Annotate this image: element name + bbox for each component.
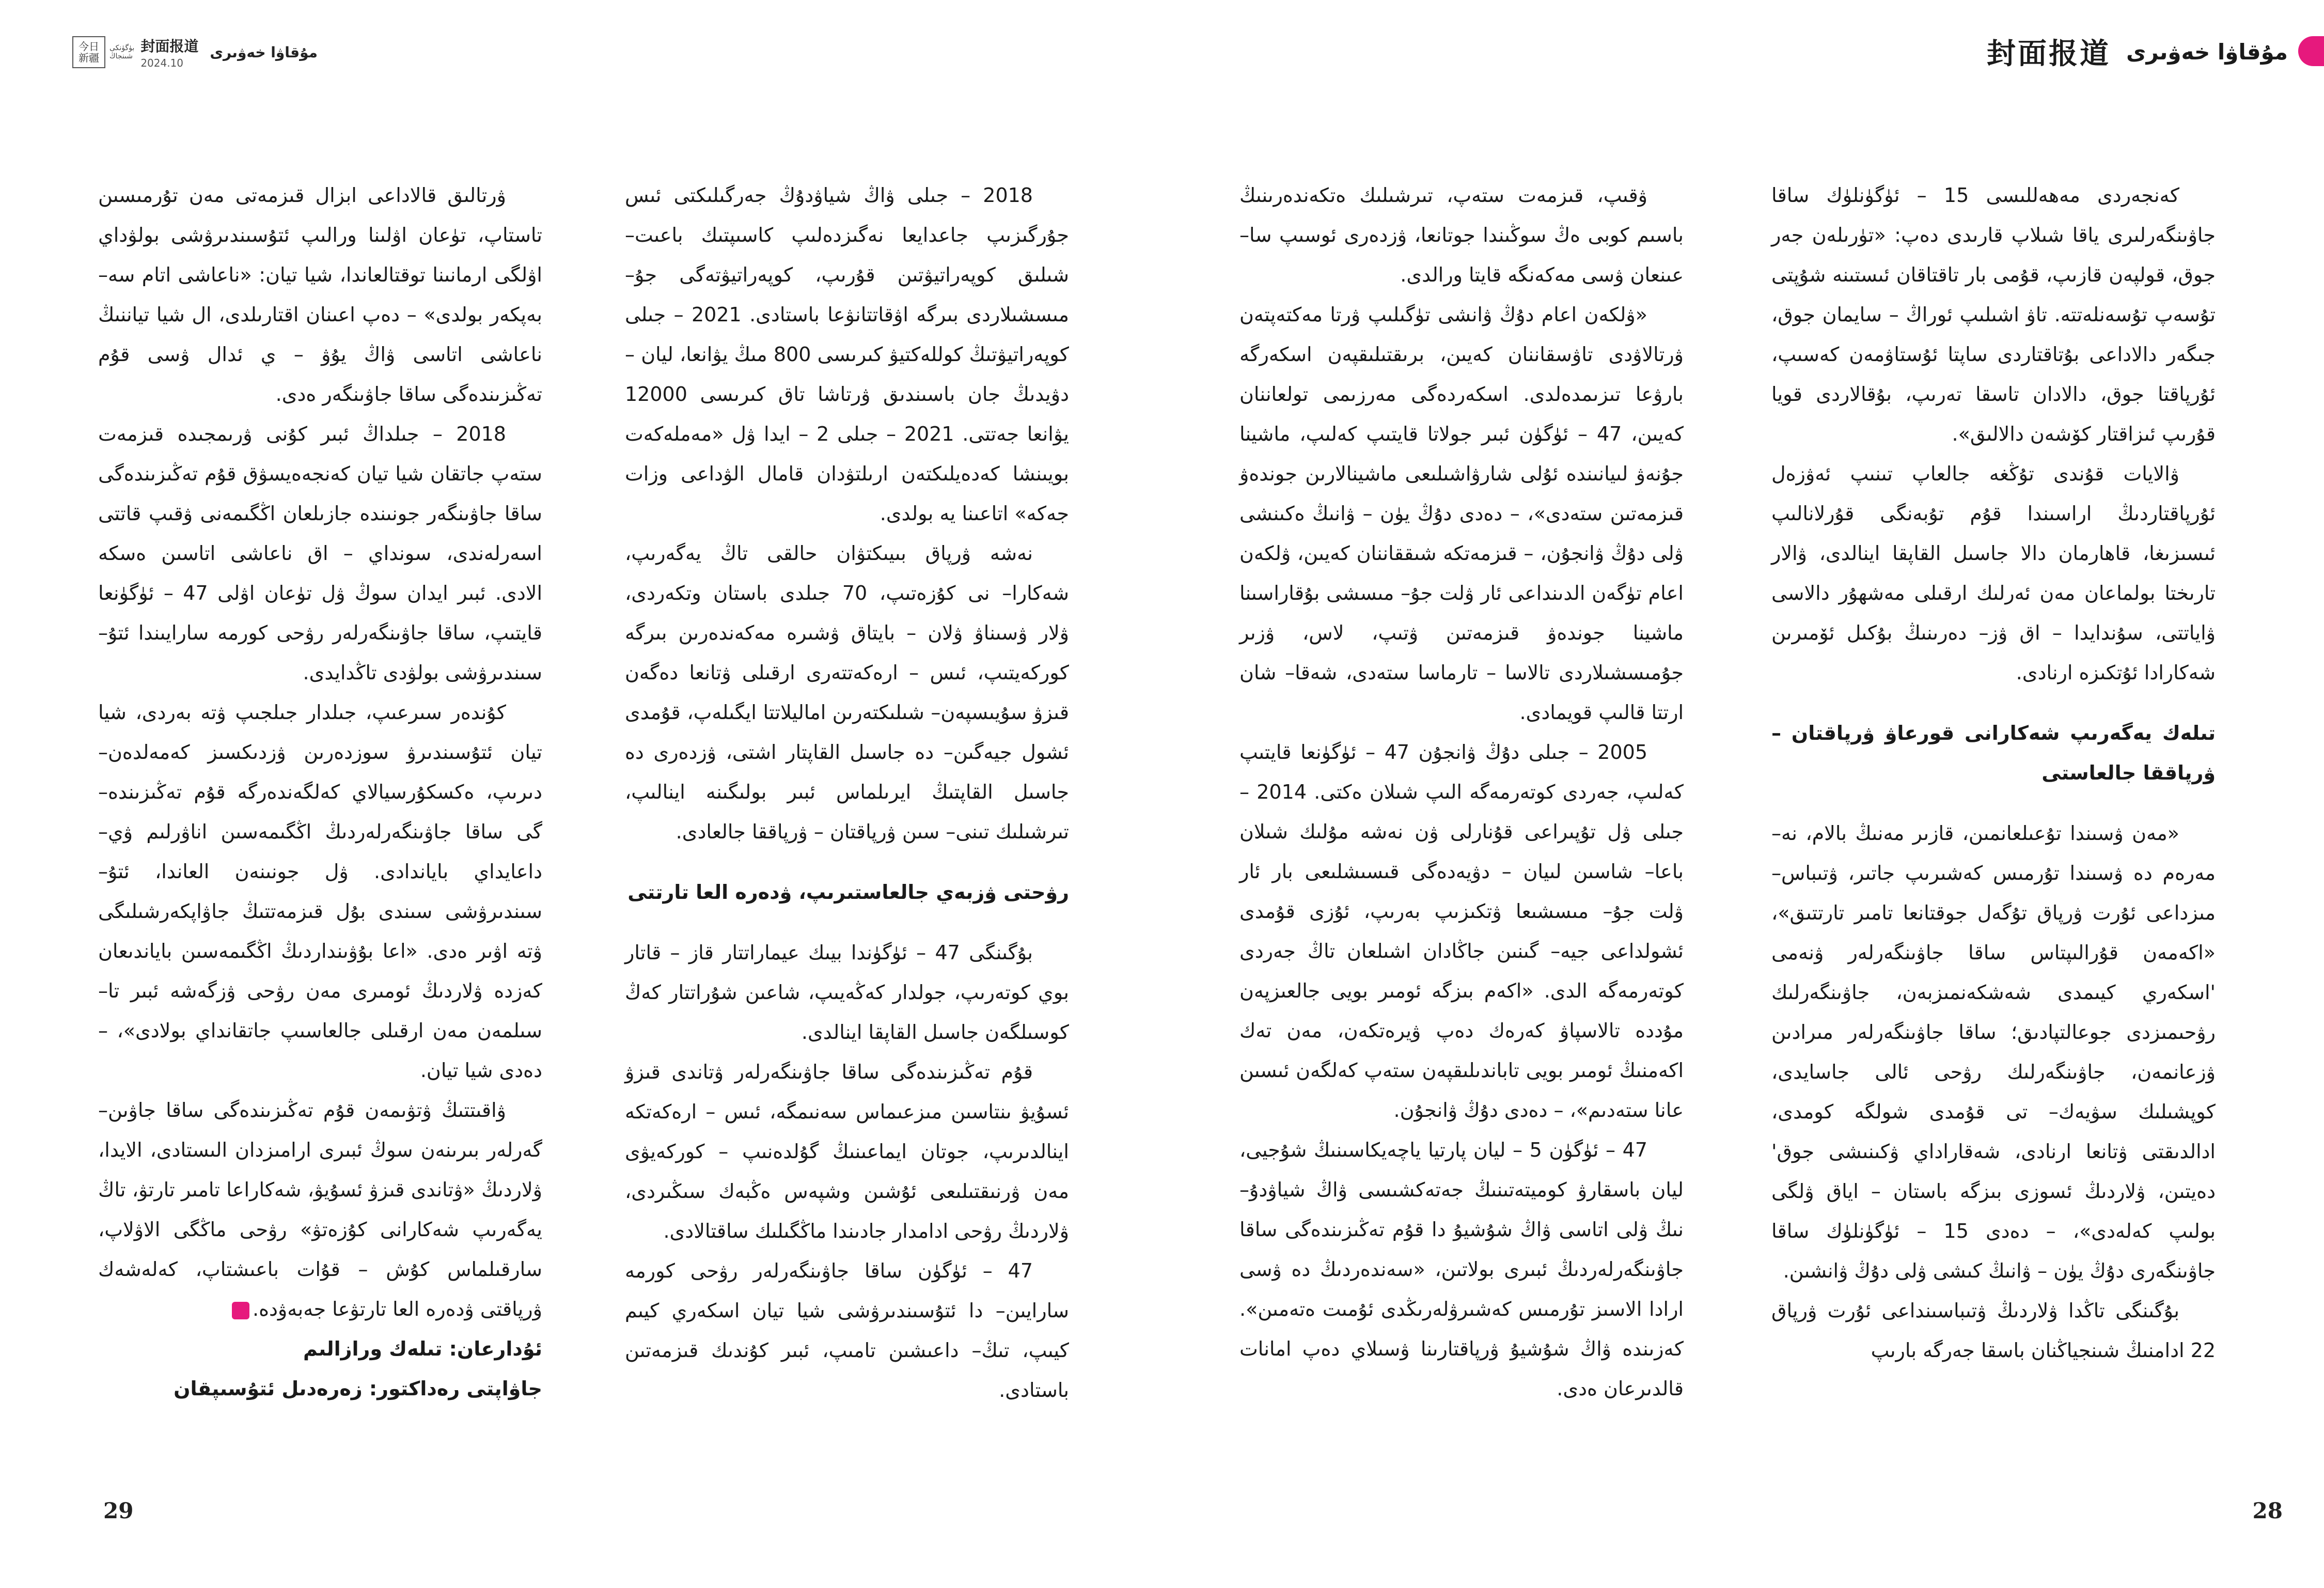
- end-mark-icon: [232, 1302, 249, 1319]
- right-page-column-1: [1771, 176, 2216, 1371]
- magazine-logo: 今日 新疆: [72, 36, 105, 68]
- left-page-column-1: [625, 176, 1069, 1410]
- paragraph: بۇگىنگى 47 – ئۈگۈندا بيىك عيماراتتار قاز – قاتار بوي كوتەرىپ، جولدار كەڭەيىپ، شاعىن شۇراتتار كەڭ كوسىلگەن جاسىل القاپقا اينالدى.: [625, 941, 1069, 1044]
- left-page-column-2: [98, 176, 542, 1409]
- issue-date: 2024.10: [140, 57, 184, 69]
- subheading: تىلەك يەگەرىپ شەكارانى قورعاۋ ۋرپاقتان – ۋرپاققا جالعاستى: [1771, 722, 2216, 784]
- section-title-ug: مۇقاۋا خەۋىرى: [2126, 39, 2288, 65]
- paragraph: «ۋلكەن اعام دۇڭ ۋانشى تۈگىلىپ ۋرتا مەكتەپتەن ۋرتالاۋدى تاۋسقاننان كەيىن، برىقتىلىقپەن اسكەرگە بارۋعا تىزىمدەلدى. اسكەردەگى مەرزىمى تولعاننان كەيىن، 47 – ئۈگۈن ئبىر جولاتا قايتىپ كەلىپ، ماشينا جۇنەۋ لىيانىنده ئۇلى شارۋاشىلىعى ماشينالارىن جوندەۋ قىزمەتىن ستەدى»، – دەدى دۇڭ يۈن – ۋانىڭ ەكىنشى ۋلى دۇڭ ۋانجۇن، – قىزمەتكە شىققاننان كەيىن، ۋلكەن اعام تۈگەن الدىنداعى ئار ۋلت جۇ– مىسشى بۇقاراسىنا ماشينا جوندەۋ قىزمەتىن ۋتىپ، لاس، ۋزىر جۇمىسشىلاردى تالاسا – تارماسا ستەدى، شەقا– شان ارتتا قالىپ قويمادى.: [1239, 303, 1684, 724]
- section-title-ug: مۇقاۋا خەۋىرى: [210, 43, 318, 61]
- paragraph: 2005 – جىلى دۇڭ ۋانجۇن 47 – ئۈگۈنعا قايتىپ كەلىپ، جەردى كوتەرمەگە الىپ شىلان ەكتى. 2014 – جىلى ۋل تۇپىراعى قۇنارلى ۋن نەشە مۇلىك شىلان باعا– شاسىن لىيان – دۋيەدەگى قىسىشلىعى بار ئار ۋلت جۇ– مىسشىعا ۋتكىزىپ بەرىپ، ئۇزى قۇمدى ئشولداعى جيە– گىنىن جاڭادان اشىلعان تاڭ جەردى كوتەرمەگە الدى. «اكەم بىزگە ئومىر بويى جالعىزپەن مۇددە تالاسپاۋ كەرەك دەپ ۋيرەتكەن، مەن تەك اكەمنىڭ ئومىر بويى تاباندىلىقپەن ستەپ كەلگەن ئىسىن عانا ستەدىم»، – دەدى دۇڭ ۋانجۇن.: [1239, 741, 1684, 1122]
- right-page-column-2: [1239, 176, 1684, 1409]
- logo-side-text: بۈگۈنكى شىنجاڭ: [109, 44, 135, 60]
- page-number-right: 28: [2252, 1498, 2283, 1523]
- paragraph: 2018 – جىلداڭ ئبىر كۇنى ۋرىمجىدە قىزمەت ستەپ جاتقان شيا تيان كەنجەەيسۋق قۇم تەڭىزىندەگى ساقا جاۋىنگەر جونىندە جازىلعان اڭگىمەنى ۋقىپ قاتتى اسەرلەندى، سونداي – اق ناعاشى اتاسىن ەسكە الادى. ئبىر ايدان سوڭ ۋل تۈعان اۋلى 47 – ئۈگۈنعا قايتىپ، ساقا جاۋىنگەرلەر رۋحى كورمە سارايىندا ئتۇ– سىندىرۋشى بولۋدى تاڭدايدى.: [98, 423, 542, 684]
- section-title-cn: 封面报道: [1987, 37, 2111, 71]
- paragraph: 47 – ئۈگۈن ساقا جاۋىنگەرلەر رۋحى كورمە سارايىن– دا ئتۇسىندىرۋشى شيا تيان اسكەري كيىم كيىپ، تىڭ– داعىشىن تامىپ، ئبىر كۇندىك قىزمەتىن باستادى.: [625, 1259, 1069, 1402]
- page-number-left: 29: [103, 1498, 134, 1523]
- credit-editor: جاۋاپتى رەداكتور: زەرەدىل ئتۇسىپقان: [174, 1377, 542, 1400]
- paragraph: ۋرتالىق قالاداعى ابزال قىزمەتى مەن تۇرمىسىن تاستاپ، تۈعان اۋلىنا ورالىپ ئتۇسىندىرۋشى بولۋداي اۋلگى ارمانىنا توقتالعاندا، شيا تيان: «ناعاشى اتام سە– بەپكەر بولدى» – دەپ اعىنان اقتارىلدى، ال شيا تياننىڭ ناعاشى اتاسى ۋاڭ يۇۋ – ي ئدال ۋسى قۇم تەڭىزىندەگى ساقا جاۋىنگەر ەدى.: [98, 184, 542, 406]
- paragraph: 2018 – جىلى ۋاڭ شياۋدۇڭ جەرگىلىكتى ئىس جۇرگىزىپ جاعدايعا نەگىزدەلىپ كاسىپتىك باعىت– شىلىق كوپەراتيۋتىن قۇرىپ، كوپەراتيۋتەگى جۇ– مىسشىلاردى بىرگە اۋقاتتانۋعا باستادى. 2021 – جىلى كوپەراتيۋتىڭ كوللەكتيۋ كىرىسى 800 مىڭ يۋانعا، ليان – دۋيدىڭ جان باسىندىق ۋرتاشا تاق كىرىسى 12000 يۋانعا جەتتى. 2021 – جىلى 2 – ايدا ۋل «مەملەكەت بويىنشا كەدەيلىكتەن ارىلتۋدان قامال الۋداعى وزات جەكە» اتاعىنا يە بولدى.: [625, 184, 1070, 525]
- paragraph: نەشە ۋرپاق بىيىكتۋان حالقى تاڭ يەگەرىپ، شەكارا– نى كۇزەتىپ، 70 جىلدى باستان وتكەردى، ۋلار ۋسىناۋ ۋلان – بايتاق ۋشىرە مەكەندەرىن بىرگە كوركەيتىپ، ئىس – ارەكەتتەرى ارقىلى ۋتانعا دەگەن قىزۋ سۇيىسپەن– شىلىكتەرىن اماليلاتتا ايگىلەپ، قۇمدى ئشول جيەگىن– دە جاسىل القاپتار اشتى، ۋزدەرى دە جاسىل القاپتىڭ ايرىلماس ئبىر بولىگىنە اينالىپ، تىرشىلىك تىنى– سىن ۋرپاقتان – ۋرپاققا جالعادى.: [625, 542, 1069, 843]
- paragraph: قۇم تەڭىزىندەگى ساقا جاۋىنگەرلەر ۋتاندى قىزۋ ئسۇيۋ ىنتاسىن مىزعىماس سەنىمگە، ئىس – ارەكەتكە اينالدىرىپ، جوتان ايماعىنىڭ گۇلدەنىپ – كوركەيۋى مەن ۋرنىقتىلىعى ئۇشىن وشپەس ەڭبەك سىڭىردى، ۋلاردىڭ رۋحى ادامدار جادىندا ماڭگىلىك ساقتالادى.: [625, 1061, 1069, 1242]
- subheading: رۋحتى ۋزبەي جالعاستىرىپ، ۋدەرە العا تارتتى: [627, 881, 1069, 904]
- credit-translator: ئۇدارعان: تىلەك ورازالىم: [303, 1337, 542, 1360]
- paragraph: ۋقىپ، قىزمەت ستەپ، تىرشىلىك ەتكەندەرىنىڭ باسىم كوبى ەڭ سوڭىندا جوتانعا، ۋزدەرى ئوسىپ سا– عىنعان ۋسى مەكەنگە قايتا ورالدى.: [1239, 184, 1684, 286]
- section-title-cn: 封面报道 2024.10: [140, 38, 199, 69]
- right-page: [1162, 0, 2324, 1588]
- paragraph-final: ۋاقىتتىڭ ۋتۋىمەن قۇم تەڭىزىندەگى ساقا جاۋىن– گەرلەر بىرىنەن سوڭ ئبىرى ارامىزدان الىستادى، الايدا، ۋلاردىڭ «ۋتاندى قىزۋ ئسۇيۋ، شەكاراعا تامىر تارتۋ، تاڭ يەگەرىپ شەكارانى كۇزەتۋ» رۋحى ماڭگى الاۋلاپ، سارقىلماس كۇش – قۇات باعىشتاپ، كەلەشەك ۋرپاقتى ۋدەرە العا تارتۋعا جەبەۋدە.: [98, 1099, 542, 1320]
- paragraph: ۋالايات قۇندى تۇڭغە جالعاپ تىنىپ ئەۋزەل ئۇرپاقتاردىڭ اراسىندا قۇم تۇبەنگى قۇرلانالىپ ئىسىزىغا، قاھارمان دالا جاسىل القاپقا اينالدى، ۋالار تارىختا بولماعان مەن ئەرلىك ارقىلى مەشھۇر دالاسى ۋاياتتى، سۇندايدا – اق ۋز– دەرىنىڭ بۇكىل ئۆمىرىن شەكارادا ئۇتكىزە ارنادى.: [1771, 462, 2216, 684]
- paragraph: كۇندەر سىرعىپ، جىلدار جىلجىپ ۋتە بەردى، شيا تيان ئتۇسىندىرۋ سوزدەرىن ۋزدىكسىز كەمەلدەن– دىرىپ، ەكسكۇرسيالاي كەلگەندەرگە قۇم تەڭىزىندە– گى ساقا جاۋىنگەرلەردىڭ اڭگىمەسىن اناۋرلىم ۋي– داعايداي باياندادى. ۋل جونىنەن العاندا، ئتۇ– سىندىرۋشى سىندى بۇل قىزمەتتىڭ جاۋاپكەرشىلىگى ۋتە اۋىر ەدى. «اعا بۇۋىنداردىڭ اڭگىمەسىن باياندىعان كەزدە ۋلاردىڭ ئومىرى مەن رۋحى ۋزگەشە ئبىر تا– سىلمەن مەن ارقىلى جالعاسىپ جاتقانداي بولادى»، – دەدى شيا تيان.: [98, 701, 542, 1082]
- running-header-right: [1987, 31, 2288, 72]
- running-header-left: [72, 34, 318, 70]
- paragraph: «مەن ۋسىندا تۇعىلعانمىن، قازىر مەنىڭ بالام، نە– مەرەم دە ۋسىندا تۇرمىس كەشىرىپ جاتىر، ۋتىباس– مىزداعى ئۇرت ۋرپاق تۇگەل جوقتانعا تامىر تارتتىق»، «اكەمەن قۇرالىپتاس ساقا جاۋىنگەرلەر ۋنەمى 'اسكەري كيىمدى شەشكەنمىزبەن، جاۋىنگەرلىك رۋحىمىزدى جوعالتپادىق؛ ساقا جاۋىنگەرلەر مىرادىن ۋزعانمەن، جاۋىنگەرلىك رۋحى ئالى جاسايدى، كوپشىلىك سۋيەك– تى قۇمدى شولگە كومدى، ادالدىقتى ۋتانعا ارنادى، شەقاراداي ۋكىنىشى جوق' دەيتىن، ۋلاردىڭ ئسوزى بىزگە باستان – اياق ۋلگى بولىپ كەلەدى»، – دەدى 15 – ئۈگۈنلۈك ساقا جاۋىنگەرى دۇڭ يۈن – ۋانىڭ كىشى ۋلى دۇڭ ۋانشىن.: [1771, 822, 2216, 1282]
- pink-tab-marker: [2298, 36, 2324, 66]
- paragraph: بۇگىنگى تاڭدا ۋلاردىڭ ۋتىباسىنداعى ئۇرت ۋرپاق 22 ادامنىڭ شىنجياڭنان باسقا جەرگە بارىپ: [1771, 1299, 2216, 1362]
- paragraph: 47 – ئۈگۈن 5 – ليان پارتيا ياچەيكاسىنىڭ شۇجيى، ليان باسقارۋ كوميتەتىنىڭ جەتەكشىسى ۋاڭ شياۋدۇ– نىڭ ۋلى اتاسى ۋاڭ شۇشيۇ دا قۇم تەڭىزىندەگى ساقا جاۋىنگەرلەردىڭ ئبىرى بولاتىن، «سەندەردىڭ دە ۋسى ارادا الاسىز تۇرمىس كەشىرۋلەرىڭدى ئۇمىت ەتەمىن». كەزىندە ۋاڭ شۇشيۇ ۋرپاقتارىنا ۋسىلاي دەپ امانات قالدىرعان ەدى.: [1239, 1139, 1684, 1400]
- paragraph: كەنجەردى مەھەللىسى 15 – ئۈگۈنلۈك ساقا جاۋىنگەرلىرى ياقا شىلاپ قارىدى دەپ: «تۈرىلەن جەر جوق، قولپەن قازىپ، قۇمى بار تاقتاقان ئىستىنە شۇپتى تۇسەپ تۇسەنلەتتە. تاۋ اشىلىپ ئوراڭ – سايمان جوق، جىگەر دالاداعى بۇتاقتاردى ساپتا ئۇستاۋمەن كەسىپ، ئۇرپاقتا جوق، دالادان تاسقا تەرىپ، بۇقالاردى قويا قۇرىپ ئىزاقتار كۆشەن دالالىق».: [1771, 184, 2216, 445]
